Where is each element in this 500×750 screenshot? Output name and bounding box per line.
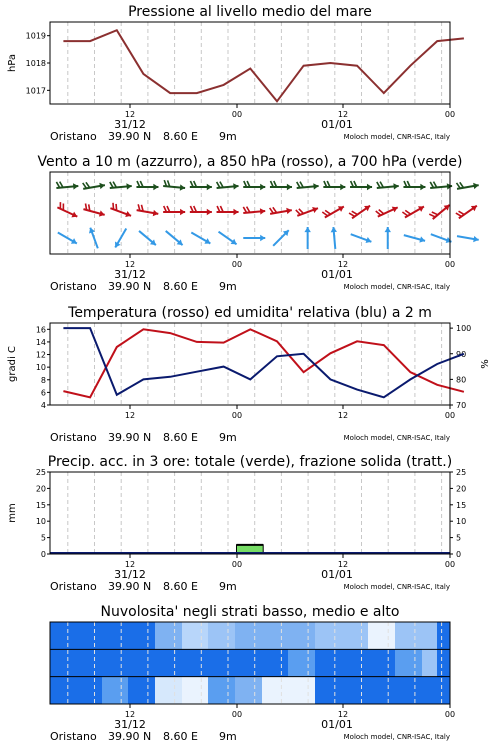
y2-axis-label: %: [480, 359, 491, 369]
x-tick-label: 12: [124, 710, 136, 719]
wind-head: [260, 235, 265, 241]
wind-arrow-1: [429, 205, 449, 219]
y-tick-label: 16: [35, 325, 46, 335]
cloud-cell: [288, 649, 315, 676]
wind-head: [180, 184, 185, 190]
y-axis-label: mm: [7, 503, 18, 523]
cloud-cell: [155, 649, 182, 676]
x-tick-label: 12: [337, 710, 349, 719]
x-tick-label: 12: [337, 411, 349, 420]
elevation-label: 9m: [219, 580, 237, 593]
cloud-cell: [50, 649, 72, 676]
wind-barb: [322, 212, 327, 216]
wind-panel: [37, 154, 478, 293]
y2-tick-label: 70: [456, 401, 467, 410]
credit-label: Moloch model, CNR-ISAC, Italy: [343, 283, 450, 291]
wind-barb: [83, 183, 87, 188]
x-tick-label: 00: [444, 560, 456, 569]
wind-head: [420, 184, 425, 190]
y-tick-label: 8: [40, 375, 46, 385]
wind-head: [73, 183, 78, 189]
x-tick-label: 00: [444, 260, 456, 269]
wind-head: [340, 184, 345, 190]
elevation-label: 9m: [219, 280, 237, 293]
y-tick-label: 4: [40, 401, 46, 410]
cloud-cell: [395, 649, 422, 676]
cloud-cell: [235, 649, 262, 676]
cloud-cell: [235, 677, 262, 704]
cloud-cell: [315, 677, 342, 704]
humidity-line: [63, 328, 467, 397]
wind-barb: [432, 212, 438, 215]
wind-barb: [86, 203, 87, 210]
cloud-cell: [50, 677, 72, 704]
longitude-label: 8.60 E: [163, 431, 198, 444]
cloud-cell: [262, 677, 288, 704]
cloud-cell: [102, 677, 128, 704]
wind-arrow-2: [385, 227, 391, 249]
wind-head: [99, 210, 105, 216]
wind-barb: [460, 182, 464, 187]
latitude-label: 39.90 N: [108, 730, 152, 743]
longitude-label: 8.60 E: [163, 730, 198, 743]
precip-frame: [50, 472, 450, 554]
wind-arrow-1: [270, 207, 292, 214]
y-tick-label: 25: [35, 468, 46, 477]
y2-tick-label: 25: [456, 468, 467, 477]
cloud-cell: [50, 622, 72, 649]
location-label: Oristano: [50, 580, 97, 593]
cloud-cell: [437, 622, 450, 649]
wind-head: [233, 209, 238, 215]
date-label: 31/12: [114, 118, 146, 131]
y2-tick-label: 5: [456, 533, 462, 543]
wind-barb: [459, 211, 465, 214]
cloud-cell: [102, 649, 128, 676]
wind-barb: [113, 203, 114, 210]
cloud-cell: [182, 622, 208, 649]
cloud-cell: [422, 622, 437, 649]
cloud-cell: [128, 622, 155, 649]
x-tick-label: 12: [124, 260, 136, 269]
wind-head: [447, 183, 452, 189]
cloud-cell: [342, 677, 368, 704]
latitude-label: 39.90 N: [108, 580, 152, 593]
cloud-cell: [128, 649, 155, 676]
wind-head: [126, 183, 131, 189]
wind-arrow-2: [331, 227, 337, 249]
y-axis-label: hPa: [7, 53, 18, 73]
latitude-label: 39.90 N: [108, 280, 152, 293]
location-label: Oristano: [50, 730, 97, 743]
cloud-title: Nuvolosita' negli strati basso, medio e alto: [100, 604, 400, 620]
credit-label: Moloch model, CNR-ISAC, Italy: [343, 434, 450, 442]
x-tick-label: 00: [444, 411, 456, 420]
precip-panel: [7, 454, 466, 593]
cloud-cell: [128, 677, 155, 704]
location-label: Oristano: [50, 130, 97, 143]
x-tick-label: 12: [337, 260, 349, 269]
wind-head: [260, 184, 265, 190]
temperature-line: [63, 329, 467, 397]
date-label: 31/12: [114, 718, 146, 731]
cloud-cell: [208, 649, 235, 676]
wind-head: [233, 183, 238, 189]
cloud-panel: [50, 604, 455, 743]
cloud-cell: [182, 677, 208, 704]
y2-tick-label: 90: [456, 349, 467, 359]
cloud-cell: [288, 677, 315, 704]
wind-barb: [456, 213, 462, 216]
wind-head: [367, 184, 372, 190]
x-tick-label: 12: [337, 560, 349, 569]
longitude-label: 8.60 E: [163, 580, 198, 593]
y-tick-label: 14: [35, 337, 46, 347]
x-tick-label: 12: [337, 110, 349, 119]
date-label: 01/01: [321, 568, 353, 581]
wind-head: [393, 183, 398, 189]
y2-tick-label: 0: [456, 550, 462, 559]
cloud-cell: [368, 622, 395, 649]
wind-title: Vento a 10 m (azzurro), a 850 hPa (rosso), a 700 hPa (verde): [37, 154, 463, 170]
y2-tick-label: 20: [456, 484, 467, 494]
cloud-cell: [368, 649, 395, 676]
pressure-title: Pressione al livello medio del mare: [128, 4, 372, 20]
wind-arrow-1: [322, 206, 344, 217]
cloud-cell: [395, 677, 422, 704]
wind-arrow-1: [376, 207, 398, 217]
wind-head: [180, 209, 185, 215]
cloud-cell: [102, 622, 128, 649]
y-tick-label: 10: [35, 517, 46, 527]
y2-tick-label: 80: [456, 375, 467, 385]
y-tick-label: 15: [35, 500, 46, 510]
credit-label: Moloch model, CNR-ISAC, Italy: [343, 733, 450, 741]
wind-head: [313, 183, 318, 189]
cloud-cell: [208, 622, 235, 649]
cloud-cell: [315, 649, 342, 676]
wind-barb: [457, 183, 461, 188]
wind-barb: [325, 210, 330, 214]
cloud-cell: [437, 649, 450, 676]
date-label: 01/01: [321, 268, 353, 281]
wind-arrow-1: [349, 206, 370, 219]
location-label: Oristano: [50, 431, 97, 444]
y-tick-label: 1018: [25, 59, 46, 68]
wind-head: [331, 227, 337, 232]
y2-tick-label: 15: [456, 500, 467, 510]
latitude-label: 39.90 N: [108, 130, 152, 143]
precip-title: Precip. acc. in 3 ore: totale (verde), frazione solida (tratt.): [47, 454, 453, 470]
wind-head: [207, 184, 212, 190]
wind-barb: [86, 182, 90, 187]
credit-label: Moloch model, CNR-ISAC, Italy: [343, 133, 450, 141]
cloud-cell: [262, 622, 288, 649]
pressure-panel: [7, 4, 464, 143]
x-tick-label: 12: [124, 110, 136, 119]
cloud-cell: [72, 677, 102, 704]
y-tick-label: 0: [40, 550, 46, 559]
wind-arrow-2: [115, 228, 126, 247]
wind-barb: [429, 214, 435, 217]
temp-title: Temperatura (rosso) ed umidita' relativa (blu) a 2 m: [68, 305, 432, 321]
wind-barb: [349, 213, 355, 216]
x-tick-label: 12: [124, 560, 136, 569]
cloud-cell: [72, 622, 102, 649]
cloud-cell: [155, 677, 182, 704]
wind-barb: [270, 208, 274, 213]
pressure-line: [63, 30, 464, 101]
cloud-cell: [315, 622, 342, 649]
wind-head: [153, 184, 158, 190]
wind-head: [304, 227, 310, 232]
y-tick-label: 10: [35, 363, 46, 373]
y-axis-label: gradi C: [7, 346, 18, 382]
wind-arrow-0: [457, 182, 479, 189]
y-tick-label: 1017: [25, 86, 46, 96]
wind-arrow-1: [456, 206, 477, 219]
y-tick-label: 12: [35, 350, 46, 360]
pressure-frame: [50, 22, 450, 104]
date-label: 01/01: [321, 718, 353, 731]
cloud-cell: [422, 649, 437, 676]
cloud-cell: [395, 622, 422, 649]
x-tick-label: 00: [231, 710, 243, 719]
cloud-cell: [422, 677, 437, 704]
x-tick-label: 12: [124, 411, 136, 420]
cloud-cell: [262, 649, 288, 676]
wind-arrow-2: [304, 227, 310, 249]
y2-tick-label: 10: [456, 517, 467, 527]
wind-barb: [89, 204, 90, 211]
x-tick-label: 00: [231, 560, 243, 569]
wind-head: [207, 209, 212, 215]
wind-barb: [273, 207, 277, 212]
cloud-cell: [437, 677, 450, 704]
y-tick-label: 20: [35, 484, 46, 494]
date-label: 31/12: [114, 568, 146, 581]
wind-barb: [405, 210, 410, 214]
date-label: 01/01: [321, 118, 353, 131]
date-label: 31/12: [114, 268, 146, 281]
wind-arrow-2: [457, 236, 479, 242]
longitude-label: 8.60 E: [163, 130, 198, 143]
credit-label: Moloch model, CNR-ISAC, Italy: [343, 583, 450, 591]
cloud-cell: [368, 677, 395, 704]
elevation-label: 9m: [219, 431, 237, 444]
y-tick-label: 5: [40, 533, 46, 543]
cloud-cell: [155, 622, 182, 649]
elevation-label: 9m: [219, 730, 237, 743]
x-tick-label: 00: [231, 110, 243, 119]
wind-arrow-2: [89, 228, 98, 249]
location-label: Oristano: [50, 280, 97, 293]
wind-head: [419, 236, 425, 242]
cloud-cell: [235, 622, 262, 649]
cloud-cell: [342, 649, 368, 676]
x-tick-label: 00: [444, 110, 456, 119]
wind-head: [385, 227, 391, 232]
cloud-cell: [288, 622, 315, 649]
wind-head: [287, 184, 292, 190]
y2-tick-label: 100: [456, 324, 472, 334]
longitude-label: 8.60 E: [163, 280, 198, 293]
cloud-cell: [182, 649, 208, 676]
cloud-cell: [208, 677, 235, 704]
wind-barb: [116, 204, 117, 211]
cloud-cell: [72, 649, 102, 676]
y-tick-label: 6: [40, 388, 46, 398]
x-tick-label: 00: [444, 710, 456, 719]
wind-arrow-1: [296, 207, 318, 216]
wind-arrow-1: [402, 206, 424, 217]
temp-panel: [7, 305, 491, 444]
y-tick-label: 1019: [25, 31, 46, 41]
wind-barb: [402, 212, 407, 216]
cloud-cell: [342, 622, 368, 649]
x-tick-label: 00: [231, 411, 243, 420]
wind-arrow-0: [83, 182, 105, 189]
x-tick-label: 00: [231, 260, 243, 269]
wind-head: [260, 208, 265, 214]
wind-barb: [352, 211, 358, 214]
latitude-label: 39.90 N: [108, 431, 152, 444]
elevation-label: 9m: [219, 130, 237, 143]
